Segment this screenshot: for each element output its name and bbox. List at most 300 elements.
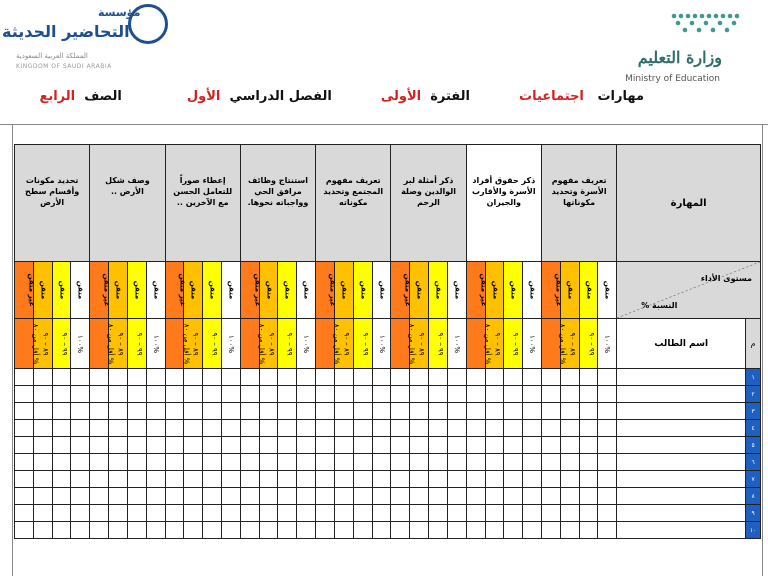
mark-cell[interactable]: [410, 420, 429, 437]
mark-cell[interactable]: [560, 522, 579, 539]
mark-cell[interactable]: [410, 488, 429, 505]
mark-cell[interactable]: [221, 386, 240, 403]
mark-cell[interactable]: [146, 403, 165, 420]
mark-cell[interactable]: [90, 488, 109, 505]
mark-cell[interactable]: [579, 437, 598, 454]
mark-cell[interactable]: [33, 403, 52, 420]
mark-cell[interactable]: [203, 505, 222, 522]
mark-cell[interactable]: [523, 420, 542, 437]
mark-cell[interactable]: [15, 403, 34, 420]
mark-cell[interactable]: [353, 369, 372, 386]
mark-cell[interactable]: [429, 420, 448, 437]
mark-cell[interactable]: [109, 488, 128, 505]
mark-cell[interactable]: [71, 437, 90, 454]
mark-cell[interactable]: [71, 522, 90, 539]
mark-cell[interactable]: [353, 488, 372, 505]
mark-cell[interactable]: [259, 386, 278, 403]
mark-cell[interactable]: [429, 386, 448, 403]
mark-cell[interactable]: [466, 471, 485, 488]
mark-cell[interactable]: [598, 454, 617, 471]
mark-cell[interactable]: [447, 369, 466, 386]
mark-cell[interactable]: [221, 437, 240, 454]
student-name-cell[interactable]: [617, 437, 746, 454]
mark-cell[interactable]: [504, 386, 523, 403]
mark-cell[interactable]: [353, 437, 372, 454]
mark-cell[interactable]: [316, 386, 335, 403]
mark-cell[interactable]: [221, 488, 240, 505]
mark-cell[interactable]: [278, 488, 297, 505]
mark-cell[interactable]: [52, 454, 71, 471]
mark-cell[interactable]: [146, 471, 165, 488]
mark-cell[interactable]: [466, 488, 485, 505]
mark-cell[interactable]: [316, 488, 335, 505]
mark-cell[interactable]: [598, 437, 617, 454]
mark-cell[interactable]: [334, 471, 353, 488]
mark-cell[interactable]: [485, 522, 504, 539]
student-name-cell[interactable]: [617, 420, 746, 437]
mark-cell[interactable]: [523, 522, 542, 539]
mark-cell[interactable]: [504, 471, 523, 488]
mark-cell[interactable]: [203, 454, 222, 471]
mark-cell[interactable]: [297, 369, 316, 386]
student-name-cell[interactable]: [617, 403, 746, 420]
mark-cell[interactable]: [429, 471, 448, 488]
mark-cell[interactable]: [541, 386, 560, 403]
mark-cell[interactable]: [353, 420, 372, 437]
mark-cell[interactable]: [33, 437, 52, 454]
mark-cell[interactable]: [579, 420, 598, 437]
mark-cell[interactable]: [33, 522, 52, 539]
mark-cell[interactable]: [485, 420, 504, 437]
mark-cell[interactable]: [598, 420, 617, 437]
mark-cell[interactable]: [146, 369, 165, 386]
mark-cell[interactable]: [184, 505, 203, 522]
mark-cell[interactable]: [278, 471, 297, 488]
mark-cell[interactable]: [579, 471, 598, 488]
mark-cell[interactable]: [523, 437, 542, 454]
mark-cell[interactable]: [184, 522, 203, 539]
mark-cell[interactable]: [203, 369, 222, 386]
mark-cell[interactable]: [466, 505, 485, 522]
mark-cell[interactable]: [579, 454, 598, 471]
mark-cell[interactable]: [429, 505, 448, 522]
mark-cell[interactable]: [598, 505, 617, 522]
mark-cell[interactable]: [146, 420, 165, 437]
mark-cell[interactable]: [372, 420, 391, 437]
mark-cell[interactable]: [240, 403, 259, 420]
mark-cell[interactable]: [523, 454, 542, 471]
mark-cell[interactable]: [165, 369, 184, 386]
mark-cell[interactable]: [297, 403, 316, 420]
mark-cell[interactable]: [372, 454, 391, 471]
mark-cell[interactable]: [560, 369, 579, 386]
mark-cell[interactable]: [90, 369, 109, 386]
mark-cell[interactable]: [71, 369, 90, 386]
mark-cell[interactable]: [52, 437, 71, 454]
mark-cell[interactable]: [278, 403, 297, 420]
mark-cell[interactable]: [372, 437, 391, 454]
mark-cell[interactable]: [485, 386, 504, 403]
mark-cell[interactable]: [165, 437, 184, 454]
mark-cell[interactable]: [15, 386, 34, 403]
mark-cell[interactable]: [391, 471, 410, 488]
mark-cell[interactable]: [259, 471, 278, 488]
mark-cell[interactable]: [316, 420, 335, 437]
student-name-cell[interactable]: [617, 386, 746, 403]
mark-cell[interactable]: [240, 522, 259, 539]
mark-cell[interactable]: [447, 420, 466, 437]
mark-cell[interactable]: [52, 403, 71, 420]
mark-cell[interactable]: [127, 437, 146, 454]
mark-cell[interactable]: [127, 505, 146, 522]
mark-cell[interactable]: [429, 403, 448, 420]
mark-cell[interactable]: [410, 471, 429, 488]
mark-cell[interactable]: [447, 386, 466, 403]
mark-cell[interactable]: [391, 420, 410, 437]
mark-cell[interactable]: [391, 369, 410, 386]
mark-cell[interactable]: [259, 420, 278, 437]
mark-cell[interactable]: [391, 488, 410, 505]
mark-cell[interactable]: [165, 454, 184, 471]
mark-cell[interactable]: [15, 471, 34, 488]
mark-cell[interactable]: [297, 420, 316, 437]
student-name-cell[interactable]: [617, 369, 746, 386]
mark-cell[interactable]: [429, 454, 448, 471]
mark-cell[interactable]: [485, 471, 504, 488]
mark-cell[interactable]: [466, 403, 485, 420]
mark-cell[interactable]: [504, 437, 523, 454]
mark-cell[interactable]: [203, 522, 222, 539]
mark-cell[interactable]: [579, 488, 598, 505]
mark-cell[interactable]: [203, 403, 222, 420]
mark-cell[interactable]: [15, 488, 34, 505]
mark-cell[interactable]: [52, 420, 71, 437]
mark-cell[interactable]: [429, 437, 448, 454]
mark-cell[interactable]: [33, 420, 52, 437]
mark-cell[interactable]: [127, 454, 146, 471]
mark-cell[interactable]: [541, 522, 560, 539]
mark-cell[interactable]: [52, 522, 71, 539]
mark-cell[interactable]: [240, 471, 259, 488]
mark-cell[interactable]: [297, 386, 316, 403]
mark-cell[interactable]: [165, 522, 184, 539]
mark-cell[interactable]: [447, 403, 466, 420]
mark-cell[interactable]: [127, 386, 146, 403]
mark-cell[interactable]: [466, 522, 485, 539]
mark-cell[interactable]: [52, 471, 71, 488]
mark-cell[interactable]: [221, 471, 240, 488]
mark-cell[interactable]: [146, 386, 165, 403]
mark-cell[interactable]: [334, 420, 353, 437]
mark-cell[interactable]: [127, 420, 146, 437]
mark-cell[interactable]: [146, 505, 165, 522]
mark-cell[interactable]: [560, 403, 579, 420]
mark-cell[interactable]: [52, 488, 71, 505]
mark-cell[interactable]: [278, 369, 297, 386]
mark-cell[interactable]: [598, 369, 617, 386]
student-name-cell[interactable]: [617, 454, 746, 471]
mark-cell[interactable]: [353, 386, 372, 403]
mark-cell[interactable]: [447, 488, 466, 505]
mark-cell[interactable]: [485, 454, 504, 471]
mark-cell[interactable]: [410, 386, 429, 403]
mark-cell[interactable]: [109, 403, 128, 420]
mark-cell[interactable]: [71, 386, 90, 403]
mark-cell[interactable]: [391, 454, 410, 471]
mark-cell[interactable]: [127, 403, 146, 420]
mark-cell[interactable]: [541, 369, 560, 386]
mark-cell[interactable]: [560, 454, 579, 471]
mark-cell[interactable]: [372, 505, 391, 522]
mark-cell[interactable]: [203, 386, 222, 403]
mark-cell[interactable]: [334, 403, 353, 420]
mark-cell[interactable]: [184, 386, 203, 403]
mark-cell[interactable]: [90, 403, 109, 420]
mark-cell[interactable]: [109, 505, 128, 522]
mark-cell[interactable]: [278, 454, 297, 471]
mark-cell[interactable]: [447, 522, 466, 539]
mark-cell[interactable]: [184, 471, 203, 488]
mark-cell[interactable]: [278, 522, 297, 539]
mark-cell[interactable]: [297, 488, 316, 505]
mark-cell[interactable]: [127, 522, 146, 539]
mark-cell[interactable]: [165, 386, 184, 403]
mark-cell[interactable]: [146, 437, 165, 454]
mark-cell[interactable]: [316, 505, 335, 522]
mark-cell[interactable]: [372, 522, 391, 539]
mark-cell[interactable]: [127, 369, 146, 386]
mark-cell[interactable]: [560, 386, 579, 403]
mark-cell[interactable]: [259, 403, 278, 420]
mark-cell[interactable]: [391, 505, 410, 522]
mark-cell[interactable]: [560, 505, 579, 522]
mark-cell[interactable]: [240, 369, 259, 386]
mark-cell[interactable]: [221, 505, 240, 522]
mark-cell[interactable]: [391, 386, 410, 403]
mark-cell[interactable]: [372, 386, 391, 403]
mark-cell[interactable]: [278, 420, 297, 437]
mark-cell[interactable]: [184, 454, 203, 471]
mark-cell[interactable]: [466, 386, 485, 403]
mark-cell[interactable]: [52, 369, 71, 386]
mark-cell[interactable]: [466, 437, 485, 454]
mark-cell[interactable]: [372, 369, 391, 386]
mark-cell[interactable]: [33, 386, 52, 403]
mark-cell[interactable]: [127, 488, 146, 505]
mark-cell[interactable]: [504, 369, 523, 386]
mark-cell[interactable]: [240, 488, 259, 505]
mark-cell[interactable]: [579, 369, 598, 386]
mark-cell[interactable]: [316, 471, 335, 488]
mark-cell[interactable]: [485, 505, 504, 522]
mark-cell[interactable]: [109, 454, 128, 471]
mark-cell[interactable]: [184, 420, 203, 437]
mark-cell[interactable]: [259, 488, 278, 505]
mark-cell[interactable]: [278, 505, 297, 522]
mark-cell[interactable]: [297, 437, 316, 454]
mark-cell[interactable]: [316, 369, 335, 386]
mark-cell[interactable]: [334, 488, 353, 505]
mark-cell[interactable]: [278, 386, 297, 403]
mark-cell[interactable]: [504, 454, 523, 471]
mark-cell[interactable]: [391, 403, 410, 420]
mark-cell[interactable]: [372, 403, 391, 420]
mark-cell[interactable]: [184, 488, 203, 505]
mark-cell[interactable]: [203, 471, 222, 488]
mark-cell[interactable]: [109, 471, 128, 488]
mark-cell[interactable]: [466, 454, 485, 471]
mark-cell[interactable]: [504, 403, 523, 420]
mark-cell[interactable]: [33, 369, 52, 386]
mark-cell[interactable]: [353, 403, 372, 420]
mark-cell[interactable]: [485, 403, 504, 420]
mark-cell[interactable]: [334, 386, 353, 403]
mark-cell[interactable]: [560, 488, 579, 505]
mark-cell[interactable]: [579, 403, 598, 420]
mark-cell[interactable]: [485, 437, 504, 454]
mark-cell[interactable]: [410, 505, 429, 522]
mark-cell[interactable]: [221, 454, 240, 471]
mark-cell[interactable]: [240, 505, 259, 522]
mark-cell[interactable]: [316, 403, 335, 420]
mark-cell[interactable]: [485, 369, 504, 386]
mark-cell[interactable]: [541, 471, 560, 488]
mark-cell[interactable]: [410, 369, 429, 386]
mark-cell[interactable]: [203, 488, 222, 505]
mark-cell[interactable]: [504, 505, 523, 522]
mark-cell[interactable]: [90, 522, 109, 539]
mark-cell[interactable]: [297, 471, 316, 488]
mark-cell[interactable]: [71, 454, 90, 471]
mark-cell[interactable]: [410, 437, 429, 454]
mark-cell[interactable]: [297, 454, 316, 471]
mark-cell[interactable]: [334, 437, 353, 454]
mark-cell[interactable]: [15, 420, 34, 437]
student-name-cell[interactable]: [617, 505, 746, 522]
mark-cell[interactable]: [579, 522, 598, 539]
mark-cell[interactable]: [485, 488, 504, 505]
mark-cell[interactable]: [33, 505, 52, 522]
mark-cell[interactable]: [165, 403, 184, 420]
mark-cell[interactable]: [447, 471, 466, 488]
mark-cell[interactable]: [109, 420, 128, 437]
mark-cell[interactable]: [165, 488, 184, 505]
mark-cell[interactable]: [165, 471, 184, 488]
mark-cell[interactable]: [334, 454, 353, 471]
mark-cell[interactable]: [353, 471, 372, 488]
mark-cell[interactable]: [429, 369, 448, 386]
mark-cell[interactable]: [353, 522, 372, 539]
mark-cell[interactable]: [504, 522, 523, 539]
mark-cell[interactable]: [146, 454, 165, 471]
mark-cell[interactable]: [372, 488, 391, 505]
mark-cell[interactable]: [90, 420, 109, 437]
mark-cell[interactable]: [278, 437, 297, 454]
mark-cell[interactable]: [240, 386, 259, 403]
mark-cell[interactable]: [541, 420, 560, 437]
mark-cell[interactable]: [240, 420, 259, 437]
mark-cell[interactable]: [504, 420, 523, 437]
mark-cell[interactable]: [447, 454, 466, 471]
mark-cell[interactable]: [184, 369, 203, 386]
mark-cell[interactable]: [203, 420, 222, 437]
mark-cell[interactable]: [560, 471, 579, 488]
mark-cell[interactable]: [391, 437, 410, 454]
mark-cell[interactable]: [15, 505, 34, 522]
mark-cell[interactable]: [297, 505, 316, 522]
mark-cell[interactable]: [90, 471, 109, 488]
mark-cell[interactable]: [15, 369, 34, 386]
mark-cell[interactable]: [221, 420, 240, 437]
mark-cell[interactable]: [240, 454, 259, 471]
mark-cell[interactable]: [598, 386, 617, 403]
mark-cell[interactable]: [203, 437, 222, 454]
mark-cell[interactable]: [447, 505, 466, 522]
mark-cell[interactable]: [165, 420, 184, 437]
mark-cell[interactable]: [334, 369, 353, 386]
mark-cell[interactable]: [259, 505, 278, 522]
mark-cell[interactable]: [165, 505, 184, 522]
mark-cell[interactable]: [259, 369, 278, 386]
mark-cell[interactable]: [334, 505, 353, 522]
mark-cell[interactable]: [90, 505, 109, 522]
mark-cell[interactable]: [560, 420, 579, 437]
mark-cell[interactable]: [90, 454, 109, 471]
student-name-cell[interactable]: [617, 522, 746, 539]
mark-cell[interactable]: [15, 522, 34, 539]
mark-cell[interactable]: [71, 403, 90, 420]
mark-cell[interactable]: [560, 437, 579, 454]
mark-cell[interactable]: [523, 471, 542, 488]
mark-cell[interactable]: [109, 522, 128, 539]
mark-cell[interactable]: [297, 522, 316, 539]
mark-cell[interactable]: [221, 522, 240, 539]
mark-cell[interactable]: [410, 522, 429, 539]
mark-cell[interactable]: [316, 454, 335, 471]
mark-cell[interactable]: [259, 437, 278, 454]
mark-cell[interactable]: [52, 386, 71, 403]
mark-cell[interactable]: [447, 437, 466, 454]
mark-cell[interactable]: [410, 403, 429, 420]
mark-cell[interactable]: [541, 505, 560, 522]
mark-cell[interactable]: [15, 454, 34, 471]
mark-cell[interactable]: [523, 403, 542, 420]
mark-cell[interactable]: [523, 505, 542, 522]
mark-cell[interactable]: [90, 386, 109, 403]
mark-cell[interactable]: [240, 437, 259, 454]
mark-cell[interactable]: [429, 488, 448, 505]
mark-cell[interactable]: [259, 522, 278, 539]
mark-cell[interactable]: [598, 488, 617, 505]
mark-cell[interactable]: [429, 522, 448, 539]
mark-cell[interactable]: [52, 505, 71, 522]
mark-cell[interactable]: [33, 454, 52, 471]
mark-cell[interactable]: [579, 505, 598, 522]
mark-cell[interactable]: [541, 454, 560, 471]
mark-cell[interactable]: [71, 505, 90, 522]
mark-cell[interactable]: [523, 386, 542, 403]
mark-cell[interactable]: [353, 505, 372, 522]
mark-cell[interactable]: [71, 488, 90, 505]
mark-cell[interactable]: [598, 471, 617, 488]
mark-cell[interactable]: [598, 403, 617, 420]
mark-cell[interactable]: [410, 454, 429, 471]
mark-cell[interactable]: [598, 522, 617, 539]
mark-cell[interactable]: [541, 437, 560, 454]
mark-cell[interactable]: [523, 488, 542, 505]
mark-cell[interactable]: [109, 437, 128, 454]
mark-cell[interactable]: [146, 522, 165, 539]
